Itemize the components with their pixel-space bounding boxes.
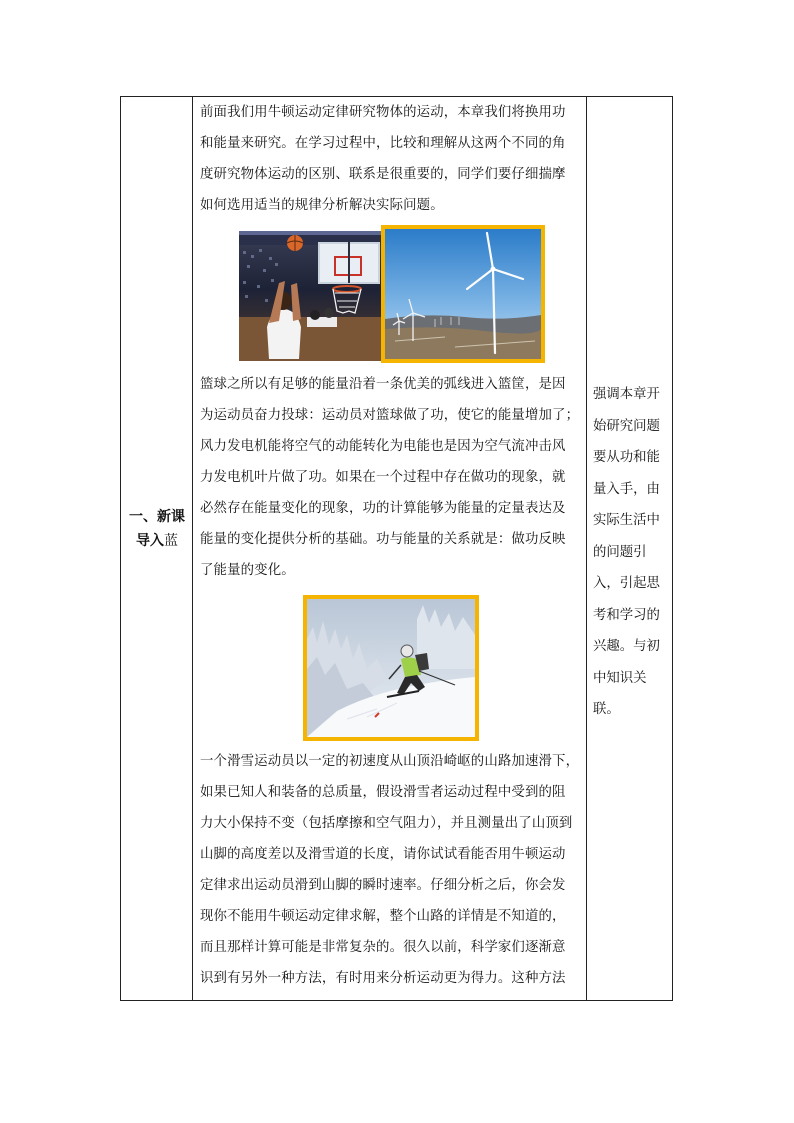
content-column <box>193 97 586 1000</box>
note-line: 中知识关 <box>593 670 647 686</box>
text-line: 一个滑雪运动员以一定的初速度从山顶沿崎岖的山路加速滑下， <box>200 754 580 769</box>
section-title-tail: 蓝 <box>164 533 178 549</box>
text-line: 度研究物体运动的区别、联系是很重要的，同学们要仔细揣摩 <box>200 167 566 182</box>
text-line: 而且那样计算可能是非常复杂的。很久以前，科学家们逐渐意 <box>200 940 566 955</box>
text-line: 如何选用适当的规律分析解决实际问题。 <box>200 198 444 213</box>
section-title-line-2: 导入蓝 <box>136 533 178 549</box>
text-line: 和能量来研究。在学习过程中，比较和理解从这两个不同的角 <box>200 136 566 151</box>
section-title-line-1: 一、新课 <box>129 509 185 525</box>
text-line: 必然存在能量变化的现象，功的计算能够为能量的定量表达及 <box>200 501 566 516</box>
text-line: 篮球之所以有足够的能量沿着一条优美的弧线进入篮筐，是因 <box>200 377 566 392</box>
section-column <box>121 97 193 1000</box>
note-line: 兴趣。与初 <box>593 639 660 654</box>
lesson-table <box>120 96 673 1001</box>
text-line: 山脚的高度差以及滑雪道的长度，请你试试看能否用牛顿运动 <box>200 847 566 862</box>
note-line: 量入手，由 <box>593 481 660 497</box>
note-line: 实际生活中 <box>593 513 660 528</box>
note-line: 强调本章开 <box>593 387 660 402</box>
note-column <box>586 97 672 1000</box>
note-line: 入，引起思 <box>593 576 660 591</box>
text-line: 现你不能用牛顿运动定律求解，整个山路的详情是不知道的， <box>200 909 566 924</box>
note-line: 的问题引 <box>593 544 647 560</box>
note-line: 联。 <box>593 702 620 717</box>
text-line: 定律求出运动员滑到山脚的瞬时速率。仔细分析之后，你会发 <box>200 878 566 893</box>
section-title <box>121 505 193 553</box>
intro-paragraph <box>200 97 582 221</box>
note-line: 始研究问题 <box>593 418 660 434</box>
note-line: 要从功和能 <box>593 450 660 465</box>
text-line: 了能量的变化。 <box>200 563 295 578</box>
text-line: 识到有另外一种方法，有时用来分析运动更为得力。这种方法 <box>200 971 566 986</box>
basketball-paragraph <box>200 369 582 586</box>
text-line: 力发电机叶片做了功。如果在一个过程中存在做功的现象，就 <box>200 470 566 485</box>
text-line: 为运动员奋力投球：运动员对篮球做了功，使它的能量增加了； <box>200 408 580 423</box>
skier-photo <box>303 595 479 741</box>
text-line: 风力发电机能将空气的动能转化为电能也是因为空气流冲击风 <box>200 439 566 454</box>
teaching-note <box>593 379 669 726</box>
text-line: 如果已知人和装备的总质量，假设滑雪者运动过程中受到的阻 <box>200 785 566 800</box>
wind-turbine-photo <box>381 225 545 363</box>
text-line: 前面我们用牛顿运动定律研究物体的运动，本章我们将换用功 <box>200 105 566 120</box>
note-line: 考和学习的 <box>593 607 660 623</box>
text-line: 能量的变化提供分析的基础。功与能量的关系就是：做功反映 <box>200 532 566 547</box>
text-line: 力大小保持不变（包括摩擦和空气阻力），并且测量出了山顶到 <box>200 816 573 831</box>
basketball-photo <box>239 231 381 361</box>
skier-paragraph <box>200 746 582 994</box>
